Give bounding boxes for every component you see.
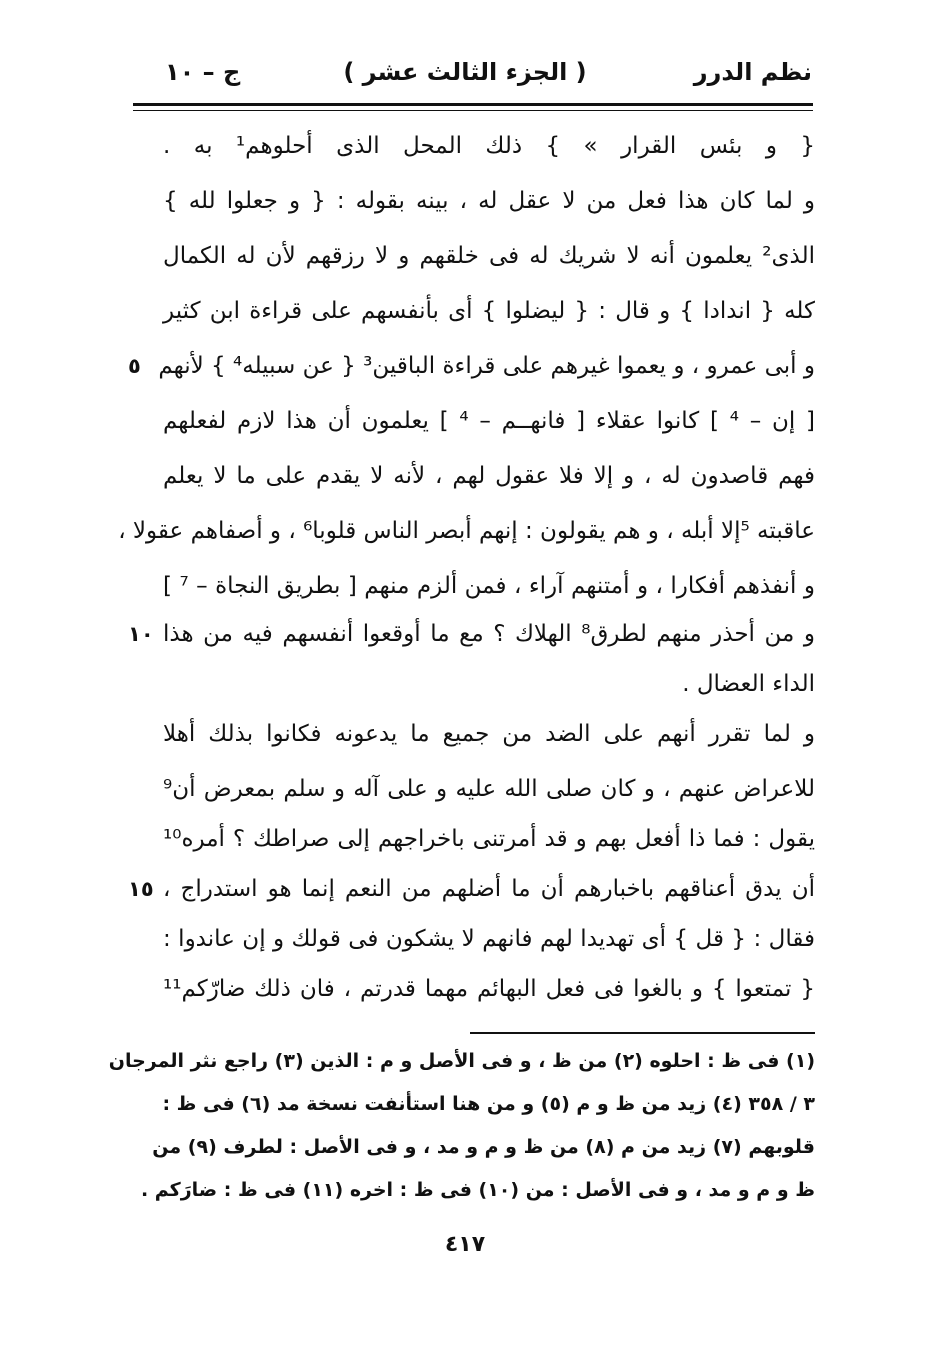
footnote-line: ٣ / ٣٥٨ (٤) زيد من ظ و م (٥) و من هنا استأنفت نسخة مد (٦) فى ظ : <box>162 1093 815 1115</box>
text-line: [ إن – ⁴ ] كانوا عقلاء [ فانهــم – ⁴ ] يعلمون أن هذا لازم لفعلهم <box>163 408 815 434</box>
text-line: { تمتعوا } و بالغوا فى فعل البهائم مهما قدرتم ، فان ذلك ضارّكم¹¹ <box>163 976 815 1002</box>
text-line: كله { اندادا } و قال : { ليضلوا } أى بأنفسهم على قراءة ابن كثير <box>163 298 815 324</box>
header-rule-thin <box>133 110 813 111</box>
text-line: الذى² يعلمون أنه لا شريك له فى خلقهم و لا رزقهم لأن له الكمال <box>163 243 815 269</box>
header-part-title: ( الجزء الثالث عشر ) <box>343 58 587 86</box>
margin-line-number: ٥ <box>128 354 141 378</box>
footnote-rule <box>470 1032 815 1034</box>
footnote-line: (١) فى ظ : احلوه (٢) من ظ ، و فى الأصل و م : الذين (٣) راجع نثر المرجان <box>108 1050 815 1072</box>
text-line: و من أحذر منهم لطرق⁸ الهلاك ؟ مع ما أوقعوا أنفسهم فيه من هذا <box>163 621 815 647</box>
text-line: أن يدق أعناقهم باخبارهم أن ما أضلهم من النعم إنما هو استدراج ، <box>163 876 815 902</box>
footnote-line: ظ و م و مد ، و فى الأصل : من (١٠) فى ظ : اخره (١١) فى ظ : ضارَكم . <box>140 1179 815 1201</box>
footnote-line: قلوبهم (٧) زيد من م (٨) من ظ و م و مد ، و فى الأصل : لطرف (٩) من <box>152 1136 815 1158</box>
text-line: يقول : فما ذا أفعل بهم و قد أمرتنى باخراجهم إلى صراطك ؟ أمره¹⁰ <box>163 826 815 852</box>
text-line: الداء العضال . <box>682 671 815 697</box>
text-line: فهم قاصدون له ، و إلا فلا عقول لهم ، لأنه لا يقدم على ما لا يعلم <box>163 463 815 489</box>
header-rule-thick <box>133 103 813 106</box>
page-number: ٤١٧ <box>444 1232 486 1257</box>
header-book-title: نظم الدرر <box>693 58 812 86</box>
margin-line-number: ١٥ <box>128 877 154 901</box>
margin-line-number: ١٠ <box>128 622 154 646</box>
text-line: فقال : { قل } أى تهديدا لهم فانهم لا يشكون فى قولك و إن عاندوا : <box>163 926 815 952</box>
text-line: للاعراض عنهم ، و كان صلى الله عليه و على آله و سلم بمعرض أن⁹ <box>163 776 815 802</box>
header-volume: ج – ١٠ <box>165 58 241 86</box>
text-line: و أبى عمرو ، و يعموا غيرهم على قراءة الباقين³ { عن سبيله⁴ } لأنهم <box>158 353 815 379</box>
text-line: { و بئس القرار » } ذلك المحل الذى أحلوهم¹ به . <box>163 133 815 159</box>
text-line: و أنفذهم أفكارا ، و أمتنهم آراء ، فمن ألزم منهم [ بطريق النجاة – ⁷ ] <box>163 573 815 599</box>
text-line: عاقبته ⁵إلا أبله ، و هم يقولون : إنهم أبصر الناس قلوبا⁶ ، و أصفاهم عقولا ، <box>118 518 815 544</box>
text-line: و لما كان هذا فعل من لا عقل له ، بينه بقوله : { و جعلوا لله } <box>163 188 815 214</box>
text-line: و لما تقرر أنهم على الضد من جميع ما يدعونه فكانوا بذلك أهلا <box>163 721 815 747</box>
